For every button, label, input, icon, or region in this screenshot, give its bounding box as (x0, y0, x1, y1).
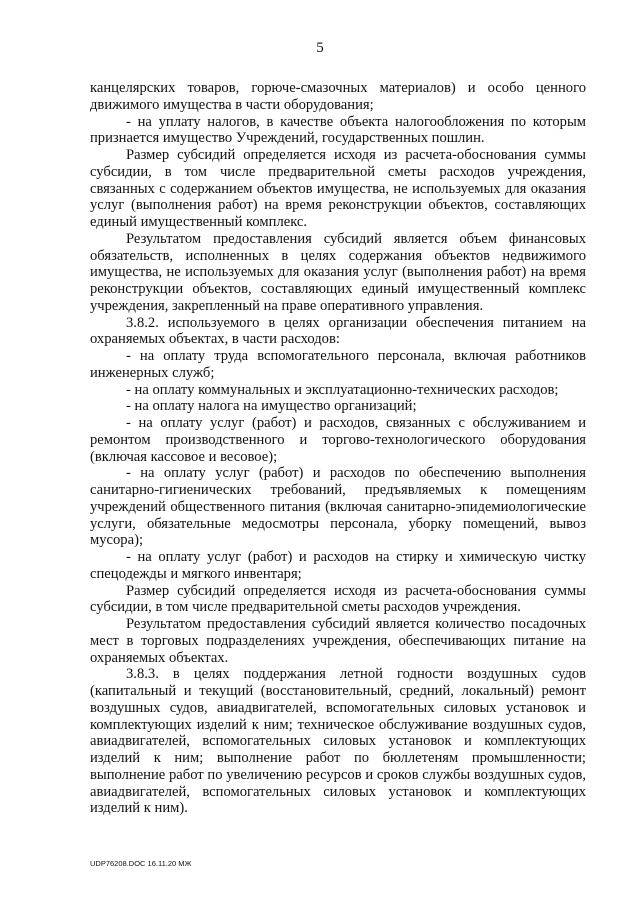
paragraph: Результатом предоставления субсидий является количество посадочных мест в торговых подразделениях учреждения, обеспечивающих питание на охраняемых объектах. (90, 616, 586, 666)
paragraph: канцелярских товаров, горюче-смазочных материалов) и особо ценного движимого имущества в части оборудования; (90, 80, 586, 113)
paragraph: - на оплату услуг (работ) и расходов по обеспечению выполнения санитарно-гигиенических требований, предъявляемых к помещениям учреждений общественного питания (включая санитарно-эпидемиологические услуги, обязательные медосмотры персонала, уборку помещений, вывоз мусора); (90, 465, 586, 549)
paragraph: 3.8.2. используемого в целях организации обеспечения питанием на охраняемых объектах, в части расходов: (90, 314, 586, 348)
paragraph: Размер субсидий определяется исходя из расчета-обоснования суммы субсидии, в том числе предварительной сметы расходов учреждения, связанных с содержанием объектов имущества, не используемых для оказания услуг (выполнения работ) на время реконструкции объектов, составляющих единый имущественный комплекс. (90, 147, 586, 230)
paragraph: 3.8.3. в целях поддержания летной годности воздушных судов (капитальный и текущий (восстановительный, средний, локальный) ремонт воздушных судов, авиадвигателей, вспомогательных силовых установок и комплектующих изделий к ним; техническое обслуживание воздушных судов, авиадвигателей, вспомогательных силовых установок и комплектующих изделий к ним; выполнение работ по бюллетеням промышленности; выполнение работ по увеличению ресурсов и сроков службы воздушных судов, авиадвигателей, вспомогательных силовых установок и комплектующих изделий к ним). (90, 666, 586, 817)
document-body (90, 80, 586, 817)
paragraph: Размер субсидий определяется исходя из расчета-обоснования суммы субсидии, в том числе предварительной сметы расходов учреждения. (90, 582, 586, 616)
paragraph: - на уплату налогов, в качестве объекта налогообложения по которым признается имущество Учреждений, государственных пошлин. (90, 113, 586, 147)
paragraph: - на оплату услуг (работ) и расходов на стирку и химическую чистку спецодежды и мягкого инвентаря; (90, 549, 586, 582)
paragraph: Результатом предоставления субсидий является объем финансовых обязательств, исполненных в целях содержания объектов недвижимого имущества, не используемых для оказания услуг (выполнения работ) на время реконструкции объектов, составляющих единый имущественный комплекс учреждения, закрепленный на праве оперативного управления. (90, 230, 586, 314)
document-footer: UDP76208.DOC 16.11.20 МЖ (90, 859, 192, 868)
paragraph: - на оплату налога на имущество организаций; (126, 398, 417, 415)
paragraph: - на оплату услуг (работ) и расходов, связанных с обслуживанием и ремонтом производственного и торгово-технологического оборудования (включая кассовое и весовое); (90, 415, 586, 465)
paragraph: - на оплату труда вспомогательного персонала, включая работников инженерных служб; (90, 348, 586, 381)
paragraph: - на оплату коммунальных и эксплуатационно-технических расходов; (126, 381, 559, 398)
page-number: 5 (316, 40, 324, 56)
